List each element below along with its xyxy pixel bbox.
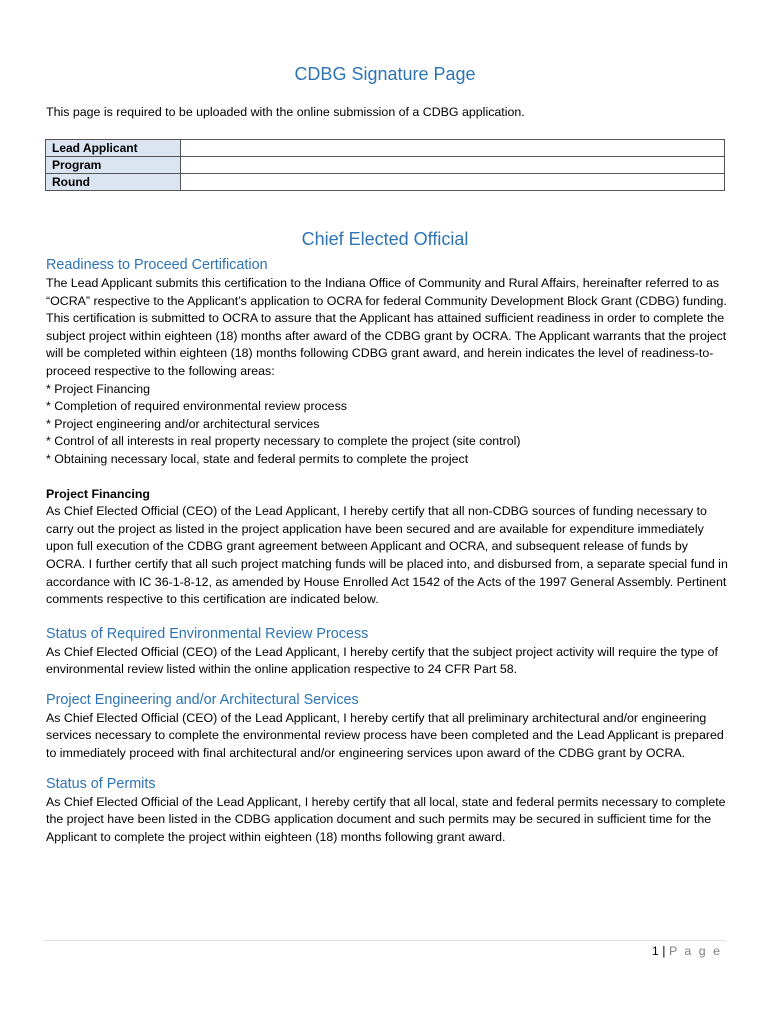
page-title: CDBG Signature Page bbox=[294, 64, 476, 84]
permits-body: As Chief Elected Official of the Lead Applicant, I hereby certify that all local, state and federal permits necessary to complete the project have been listed in the CDBG application document and such permits may be secured in sufficient time for the Applicant to complete the project within eighteen (18) months following grant award. bbox=[46, 794, 726, 844]
program-field[interactable] bbox=[181, 157, 725, 174]
readiness-body: The Lead Applicant submits this certification to the Indiana Office of Community and Rural Affairs, hereinafter referred to as “OCRA” respective to the Applicant’s application to OCRA for federal Community Development Block Grant (CDBG) funding. This certification is submitted to OCRA to assure that the Applicant has attained sufficient readiness in order to complete the subject project within eighteen (18) months after award of the CDBG grant by OCRA. The Applicant warrants that the project will be completed within eighteen (18) months following CDBG grant award, and herein indicates the level of readiness-to-proceed respective to the following areas: bbox=[46, 276, 727, 378]
program-label: Program bbox=[46, 157, 181, 174]
list-item: * Completion of required environmental review process bbox=[46, 399, 347, 414]
page-number: 1 bbox=[651, 944, 659, 958]
section-title: Chief Elected Official bbox=[301, 229, 469, 249]
lead-applicant-field[interactable] bbox=[181, 140, 725, 157]
list-item: * Control of all interests in real property necessary to complete the project (site control) bbox=[46, 434, 521, 449]
permits-heading: Status of Permits bbox=[46, 775, 156, 792]
financing-body: As Chief Elected Official (CEO) of the Lead Applicant, I hereby certify that all non-CDBG sources of funding necessary to carry out the project as listed in the project application have been secured and are available for expenditure immediately upon full execution of the CDBG grant agreement between Applicant and OCRA, and subsequent release of funds by OCRA. I further certify that all such project matching funds will be placed into, and disbursed from, a separate special fund in accordance with IC 36-1-8-12, as amended by House Enrolled Act 1542 of the Acts of the 1997 General Assembly. Pertinent comments respective to this certification are indicated below. bbox=[46, 504, 728, 607]
round-label: Round bbox=[46, 174, 181, 191]
spacer bbox=[46, 763, 730, 775]
list-item: * Project engineering and/or architectural services bbox=[46, 416, 320, 431]
page-footer bbox=[652, 944, 722, 958]
spacer bbox=[46, 609, 730, 625]
engineering-body: As Chief Elected Official (CEO) of the Lead Applicant, I hereby certify that all preliminary architectural and/or engineering services necessary to complete the environmental review process have been completed and the Lead Applicant is prepared to immediately proceed with final architectural and/or engineering services upon award of the CDBG grant by OCRA. bbox=[46, 710, 724, 761]
environmental-body: As Chief Elected Official (CEO) of the Lead Applicant, I hereby certify that the subject project activity will require the type of environmental review listed within the online application respective to 24 CFR Part 58. bbox=[46, 644, 718, 677]
footer-separator: | bbox=[662, 944, 666, 958]
certification-content bbox=[46, 256, 730, 846]
round-field[interactable] bbox=[181, 174, 725, 191]
table-row bbox=[46, 157, 725, 174]
lead-applicant-label: Lead Applicant bbox=[46, 140, 181, 157]
list-item: * Project Financing bbox=[46, 381, 150, 396]
spacer bbox=[46, 679, 730, 691]
engineering-heading: Project Engineering and/or Architectural Services bbox=[46, 691, 359, 708]
financing-heading: Project Financing bbox=[46, 486, 150, 501]
list-item: * Obtaining necessary local, state and federal permits to complete the project bbox=[46, 451, 469, 466]
applicant-info-table bbox=[45, 139, 725, 191]
footer-divider bbox=[44, 940, 726, 941]
environmental-heading: Status of Required Environmental Review Process bbox=[46, 625, 369, 642]
readiness-list bbox=[46, 381, 730, 469]
readiness-heading: Readiness to Proceed Certification bbox=[46, 257, 268, 273]
table-row bbox=[46, 140, 725, 157]
intro-text: This page is required to be uploaded with the online submission of a CDBG application. bbox=[46, 105, 525, 119]
table-row bbox=[46, 174, 725, 191]
page-label: P a g e bbox=[668, 944, 722, 958]
